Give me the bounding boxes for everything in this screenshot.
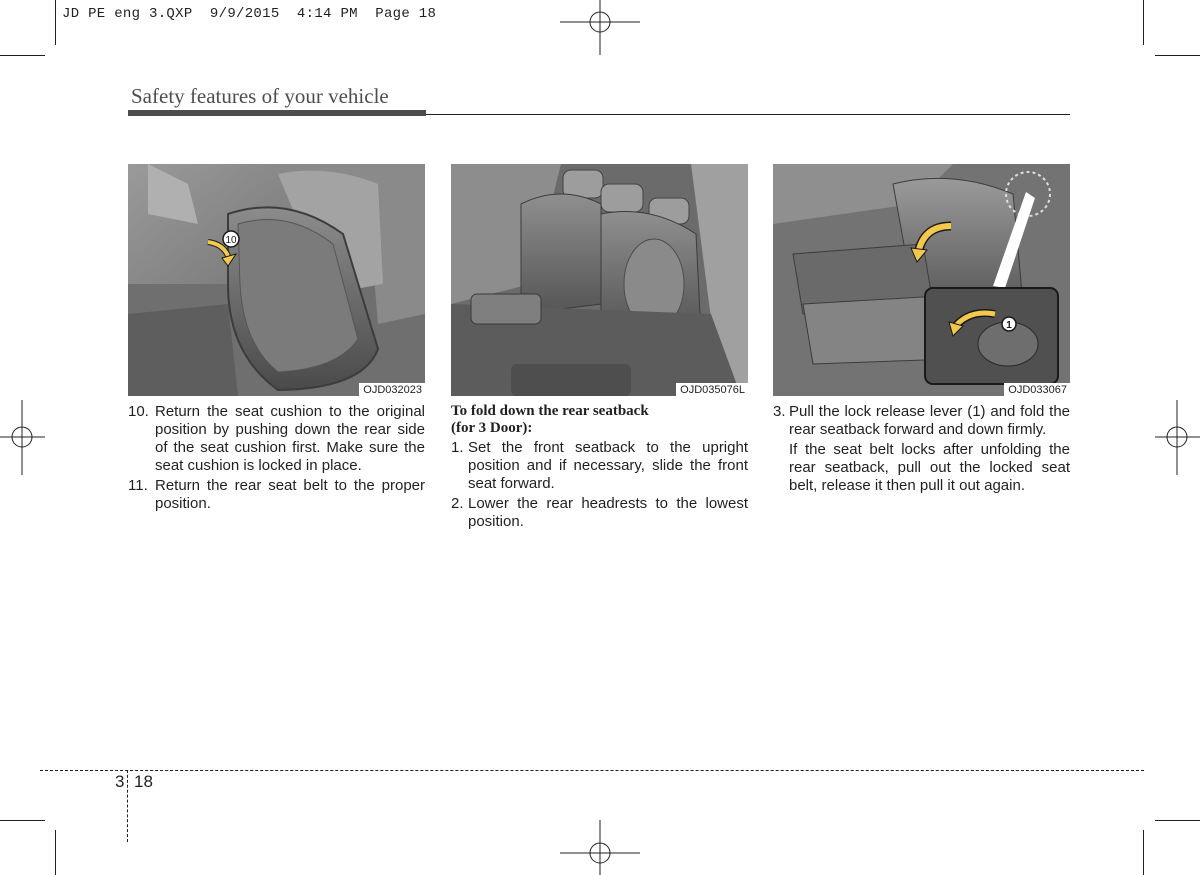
figure-rear-seat [451, 164, 748, 396]
list-item [773, 403, 1070, 439]
column-2 [451, 403, 748, 533]
figure-code: OJD035076L [676, 383, 748, 396]
list-item [128, 403, 425, 475]
note-text: If the seat belt locks after unfolding the rear seatback, pull out the locked seat belt, release it then pull it out again. [789, 441, 1070, 494]
item-text: Return the rear seat belt to the proper position. [155, 477, 425, 512]
figure-code: OJD032023 [359, 383, 425, 396]
registration-mark-bottom-icon [560, 820, 640, 875]
item-text: Lower the rear headrests to the lowest position. [468, 495, 748, 530]
page-number: 18 [134, 772, 153, 791]
footer-rule [40, 770, 1144, 771]
column-1 [128, 403, 425, 515]
header-rule-accent [128, 110, 426, 116]
fold-arrow-icon [773, 164, 1070, 396]
footer-divider [127, 770, 128, 842]
item-number: 3. [773, 403, 786, 420]
section-title: Safety features of your vehicle [131, 84, 389, 108]
subsection-heading-line1: To fold down the rear seatback [451, 403, 649, 419]
subsection-heading-line2: (for 3 Door): [451, 420, 533, 436]
figure-callout-10: 10 [225, 235, 237, 246]
figure-code: OJD033067 [1004, 383, 1070, 396]
registration-mark-right-icon [1155, 400, 1200, 475]
registration-mark-top-icon [560, 0, 640, 60]
item-text: Pull the lock release lever (1) and fold the rear seatback forward and down firmly. [789, 403, 1070, 438]
subsection-heading [451, 403, 748, 437]
list-item [451, 495, 748, 531]
list-item [128, 477, 425, 513]
item-number: 10. [128, 403, 149, 420]
print-slug: JD PE eng 3.QXP 9/9/2015 4:14 PM Page 18 [62, 6, 437, 22]
list-item [451, 439, 748, 493]
item-number: 11. [128, 477, 148, 494]
item-text: Return the seat cushion to the original position by pushing down the rear side of the seat cushion first. Make sure the seat cushion is locked in place. [155, 403, 425, 474]
rear-seat-icon [451, 164, 748, 396]
item-number: 2. [451, 495, 464, 512]
seat-cushion-arrow-icon [128, 164, 425, 396]
item-text: Set the front seatback to the upright position and if necessary, slide the front seat forward. [468, 439, 748, 492]
item-number: 1. [451, 439, 464, 456]
figure-seat-cushion [128, 164, 425, 396]
chapter-number: 3 [115, 772, 125, 791]
figure-fold-seatback [773, 164, 1070, 396]
registration-mark-left-icon [0, 400, 45, 475]
column-3 [773, 403, 1070, 495]
figure-callout-1: 1 [1006, 320, 1012, 331]
